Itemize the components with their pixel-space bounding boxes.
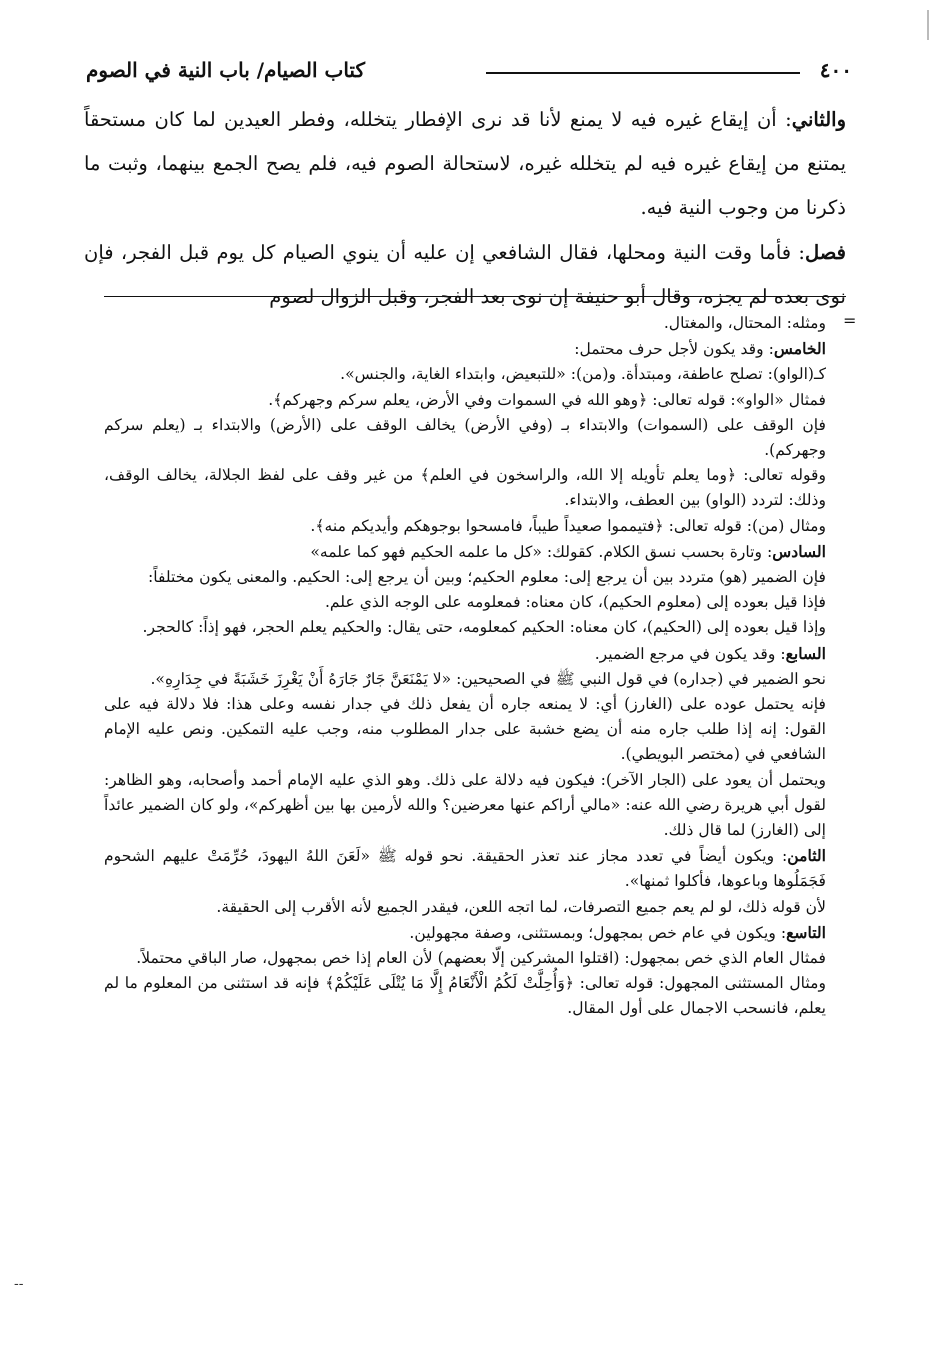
paragraph-label: والثاني: [791, 108, 846, 131]
corner-mark: --: [14, 1276, 24, 1292]
footnote-line: ومثله: المحتال، والمغتال.: [663, 314, 826, 332]
main-paragraph: [84, 231, 846, 319]
paragraph-label: فصل: [805, 240, 846, 264]
footnote-line: فإذا قيل بعوده إلى (معلوم الحكيم)، كان معناه: فمعلومه على الوجه الذي علم.: [324, 593, 826, 612]
footnote-text: : وتارة بحسب نسق الكلام. كقولك: «كل ما علمه الحكيم فهو كما علمه»: [310, 542, 773, 561]
footnote-line: لأن قوله ذلك، لو لم يعم جميع التصرفات، لما اتجه اللعن، فيقدر الجميع لأنه الأقرب إلى الحقيقة.: [216, 897, 826, 916]
header-rule: [486, 72, 800, 74]
footnote-line: فمثال «الواو»: قوله تعالى: ﴿وهو الله في السموات وفي الأرض، يعلم سركم وجهركم﴾.: [268, 390, 826, 409]
footnote-text: : وقد يكون في مرجع الضمير.: [594, 644, 786, 663]
footnote-line: نحو الضمير في (جداره) في قول النبي ﷺ في الصحيحين: «لا يَمْنَعَنَّ جَارٌ جَارَهُ أَنْ يَغْرِزَ خَشَبَةً في جِدَارِهِ».: [150, 669, 826, 688]
footnote-heading: الخامس: [773, 339, 826, 359]
main-paragraph: [84, 98, 846, 231]
footnote-line: [104, 539, 826, 565]
paragraph-text: : أن إيقاع غيره فيه لا يمنع لأنا قد نرى الإفطار يتخلله، وفطر العيدين لما كان مستحقاً يمتنع من إيقاع غيره فيه لم يتخلله غيره، لاستحالة الصوم فيه، فلم يصح الجمع بينهما، وثبت ما ذكرنا من وجوب النية فيه.: [84, 108, 846, 220]
footnote-text: : ويكون أيضاً في تعدد مجاز عند تعذر الحقيقة. نحو قوله ﷺ «لَعَنَ اللهُ اليهودَ، حُرِّمَتْ عليهم الشحوم فَجَمَلُوها وباعوها، فأكلوا ثمنها».: [104, 847, 826, 891]
footnote-line: [104, 641, 826, 667]
footnote-line: وإذا قيل بعوده إلى (الحكيم)، كان معناه: الحكيم كمعلومه، حتى يقال: والحكيم يعلم الحجر، فهو إذاً: كالحجر.: [142, 618, 826, 637]
paragraph-text: : فأما وقت النية ومحلها، فقال الشافعي إن عليه أن ينوي الصيام كل يوم قبل الفجر، فإن نوى بعده لم يجزه، وقال أبو حنيفة إن نوى بعد الفجر، وقبل الزوال لصوم: [84, 240, 846, 308]
footnote-heading: السابع: [785, 643, 826, 663]
footnote-continuation-mark: =: [843, 311, 857, 330]
footnote-text: : وقد يكون لأجل حرف محتمل:: [574, 340, 774, 359]
footnote-line: فإن الضمير (هو) متردد بين أن يرجع إلى: معلوم الحكيم؛ وبين أن يرجع إلى: الحكيم. والمعنى يكون مختلفاً:: [147, 568, 826, 587]
running-title: كتاب الصيام/ باب النية في الصوم: [86, 58, 365, 82]
footnote-line: ويحتمل أن يعود على (الجار الآخر): فيكون فيه دلالة على ذلك. وهو الذي عليه الإمام أحمد وأصحابه، وهو الظاهر: لقول أبي هريرة رضي الله عنه: «مالي أراكم عنها معرضين؟ والله لأرمين بها بين أظهركم»، ولو كان الضمير عائداً إلى (الغارز) لما قال ذلك.: [104, 770, 826, 840]
footnote-heading: السادس: [772, 541, 826, 561]
footnote-line: وقوله تعالى: ﴿وما يعلم تأويله إلا الله، والراسخون في العلم﴾ من غير وقف على لفظ الجلالة، يخالف الوقف، وذلك: لتردد (الواو) بين العطف، والابتداء.: [104, 466, 826, 510]
page-header: [86, 58, 852, 88]
footnote-line: ومثال المستثنى المجهول: قوله تعالى: ﴿وَأُحِلَّتْ لَكُمُ الْأَنْعَامُ إِلَّا مَا يُتْلَى عَلَيْكُمْ﴾ فإنه قد استثنى من المعلوم ما لم يعلم، فانسحب الاجمال على أول المقال.: [104, 974, 826, 1018]
footnote-line: [104, 843, 826, 894]
footnote-line: ومثال (من): قوله تعالى: ﴿فتيمموا صعيداً طيباً، فامسحوا بوجوهكم وأيديكم منه﴾.: [310, 516, 826, 535]
main-text: [84, 98, 846, 319]
footnote-line: [104, 920, 826, 946]
footnote-line: كـ(الواو): تصلح عاطفة، ومبتدأة. و(من): «للتبعيض، وابتداء الغاية، والجنس».: [340, 365, 826, 384]
footnote-line: فمثال العام الذي خص بمجهول: (اقتلوا المشركين إلّا بعضهم) لأن العام إذا خص بمجهول، صار الباقي محتملاً.: [136, 949, 826, 968]
footnote-divider: [104, 296, 846, 297]
footnote-heading: الثامن: [787, 846, 826, 866]
footnotes: [104, 311, 826, 1022]
footnote-line: [104, 336, 826, 362]
page-number: ٤٠٠: [819, 58, 852, 82]
footnote-text: : ويكون في عام خص بمجهول؛ وبمستثنى، وصفة مجهولين.: [409, 923, 787, 942]
footnote-line: فإن الوقف على (السموات) والابتداء بـ (وفي الأرض) يخالف الوقف على (الأرض) والابتداء بـ (يعلم سركم وجهركم).: [104, 415, 826, 460]
footnote-line: فإنه يحتمل عوده على (الغارز) أي: لا يمنعه جاره أن يفعل ذلك في جدار نفسه وعلى هذا: فلا دلالة فيه على القول: إنه إذا طلب جاره منه أن يضع خشبة على جدار المطلوب منه، وجب عليه التمكين. ونص عليه الإمام الشافعي في (مختصر البويطي).: [104, 695, 826, 764]
footnote-heading: التاسع: [786, 922, 826, 942]
scan-edge-mark: [927, 10, 929, 40]
